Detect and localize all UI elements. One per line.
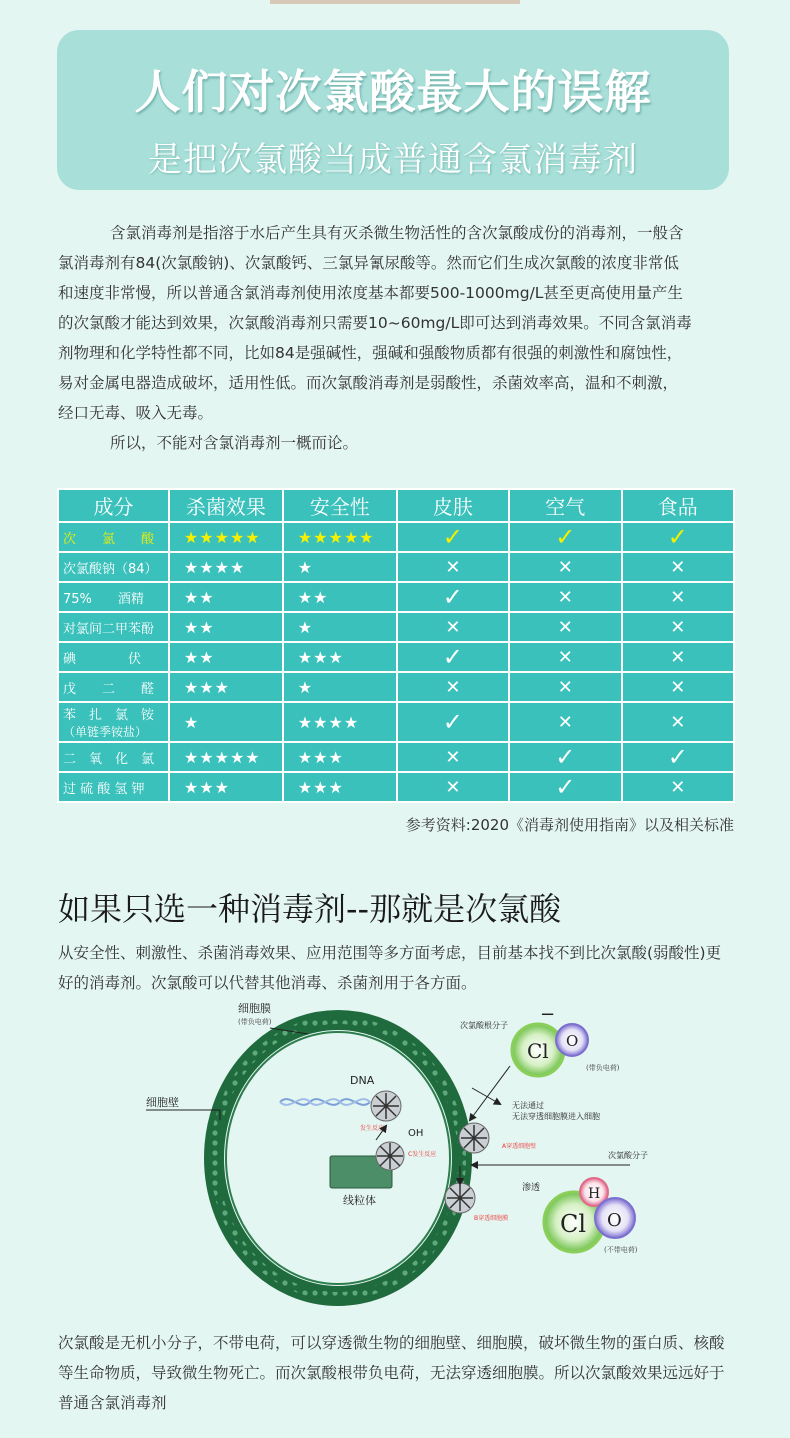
cross-icon: ✕ [445, 556, 461, 578]
a-label: A穿透细胞壁 [502, 1143, 537, 1150]
cell-air [509, 552, 621, 582]
comparison-table [57, 488, 735, 803]
intro-line: 经口无毒、吸入无毒。 [58, 404, 214, 422]
cross-icon: ✕ [670, 776, 686, 798]
cell-skin [397, 772, 509, 802]
intro-conclusion: 所以，不能对含氯消毒剂一概而论。 [110, 434, 359, 452]
cell-kill-stars: ★★★ [169, 772, 283, 802]
table-header-row [58, 489, 734, 522]
cross-icon: ✕ [557, 676, 573, 698]
closing-paragraph: 次氯酸是无机小分子，不带电荷，可以穿透微生物的细胞壁、细胞膜，破坏微生物的蛋白质、核酸等生命物质，导致微生物死亡。而次氯酸根带负电荷，无法穿透细胞膜。所以次氯酸效果远远好于普通含氯消毒剂 [58, 1334, 725, 1412]
cell-kill-stars: ★★ [169, 582, 283, 612]
mol-label: 次氯酸分子 [608, 1151, 648, 1160]
wall-label: 细胞壁 [146, 1096, 179, 1109]
check-icon: ✓ [667, 742, 688, 771]
burst-c-icon [376, 1142, 404, 1170]
top-image-edge [270, 0, 520, 4]
cell-skin [397, 552, 509, 582]
table-row [58, 612, 734, 642]
c-label: C发生反应 [408, 1151, 437, 1158]
cross-icon: ✕ [445, 746, 461, 768]
cell-food [622, 552, 734, 582]
cross-icon: ✕ [557, 711, 573, 733]
intro-line: 的次氯酸才能达到效果，次氯酸消毒剂只需要10~60mg/L即可达到消毒效果。不同含氯消毒 [58, 314, 692, 332]
cross-icon: ✕ [670, 586, 686, 608]
svg-text:H: H [588, 1186, 601, 1202]
cell-ingredient [58, 702, 169, 742]
cell-kill-stars: ★★ [169, 642, 283, 672]
cell-kill-stars: ★★ [169, 612, 283, 642]
cell-ingredient [58, 642, 169, 672]
table-row [58, 742, 734, 772]
cross-icon: ✕ [670, 711, 686, 733]
cell-air [509, 642, 621, 672]
intro-line: 剂物理和化学特性都不同，比如84是强碱性，强碱和强酸物质都有很强的刺激性和腐蚀性， [58, 344, 683, 362]
check-icon: ✓ [555, 742, 576, 771]
ingredient-name: 苯 扎 氯 铵 [63, 708, 155, 723]
cross-icon: ✕ [670, 676, 686, 698]
cell-safety-stars: ★★ [283, 582, 397, 612]
cell-air [509, 522, 621, 552]
permeate-label: 渗透 [522, 1183, 541, 1193]
title-banner [57, 30, 729, 190]
react-label: 发生反应 [360, 1125, 385, 1132]
cell-ingredient [58, 672, 169, 702]
ingredient-name: 75% 酒精 [63, 591, 144, 607]
intro-line: 易对金属电器造成破坏，适用性低。而次氯酸消毒剂是弱酸性，杀菌效率高，温和不刺激， [58, 374, 679, 392]
ingredient-subname: （单链季铵盐） [63, 725, 148, 739]
check-icon: ✓ [667, 522, 688, 551]
burst-a-icon [459, 1123, 489, 1153]
cell-safety-stars: ★ [283, 552, 397, 582]
blocked-line-2: 无法穿透细胞膜进入细胞 [512, 1112, 600, 1121]
check-icon: ✓ [442, 582, 463, 611]
ingredient-name: 次氯酸钠（84） [63, 561, 158, 577]
reaction-burst-icon [371, 1091, 401, 1121]
cross-icon: ✕ [557, 586, 573, 608]
cell-safety-stars: ★★★ [283, 772, 397, 802]
cross-icon: ✕ [557, 616, 573, 638]
section-text: 从安全性、刺激性、杀菌消毒效果、应用范围等多方面考虑，目前基本找不到比次氯酸(弱酸性)更好的消毒剂。次氯酸可以代替其他消毒、杀菌剂用于各方面。 [58, 944, 722, 992]
svg-text:Cl: Cl [560, 1210, 587, 1238]
cell-skin [397, 612, 509, 642]
cell-air [509, 742, 621, 772]
cell-ingredient [58, 772, 169, 802]
mito-label: 线粒体 [343, 1194, 376, 1207]
cell-safety-stars: ★ [283, 672, 397, 702]
cell-ingredient [58, 582, 169, 612]
cell-air [509, 672, 621, 702]
membrane-note: (带负电荷) [238, 1018, 272, 1026]
cell-food [622, 742, 734, 772]
table-row [58, 702, 734, 742]
dna-label: DNA [350, 1074, 375, 1087]
intro-line: 氯消毒剂有84(次氯酸钠)、次氯酸钙、三氯异氰尿酸等。然而它们生成次氯酸的浓度非常低 [58, 254, 679, 272]
cell-ingredient [58, 742, 169, 772]
cell-kill-stars: ★★★★★ [169, 742, 283, 772]
ingredient-name: 次 氯 酸 [63, 531, 155, 547]
cross-icon: ✕ [445, 616, 461, 638]
cross-icon: ✕ [445, 776, 461, 798]
mol-note: (不带电荷) [604, 1246, 638, 1254]
cell-air [509, 612, 621, 642]
b-label: B穿透细胞膜 [474, 1215, 509, 1222]
header-kill: 杀菌效果 [169, 489, 283, 522]
table-row [58, 522, 734, 552]
svg-text:Cl: Cl [527, 1039, 549, 1063]
check-icon: ✓ [442, 642, 463, 671]
ion-label: 次氯酸根分子 [460, 1021, 508, 1030]
cell-skin [397, 702, 509, 742]
cell-skin [397, 582, 509, 612]
cell-skin [397, 742, 509, 772]
cell-ingredient [58, 612, 169, 642]
cell-diagram [140, 998, 660, 1308]
cell-safety-stars: ★★★ [283, 742, 397, 772]
ingredient-name: 对氯间二甲苯酚 [63, 621, 155, 637]
section-heading: 如果只选一种消毒剂--那就是次氯酸 [58, 890, 562, 928]
cell-skin [397, 642, 509, 672]
reference-note: 参考资料:2020《消毒剂使用指南》以及相关标准 [405, 816, 734, 834]
ingredient-name: 戊 二 醛 [63, 681, 155, 697]
svg-text:O: O [566, 1032, 579, 1050]
table-row [58, 772, 734, 802]
table-row [58, 672, 734, 702]
cross-icon: ✕ [557, 556, 573, 578]
header-skin: 皮肤 [397, 489, 509, 522]
banner-title: 人们对次氯酸最大的误解 [134, 65, 652, 119]
cell-safety-stars: ★★★★★ [283, 522, 397, 552]
header-ingredient: 成分 [58, 489, 169, 522]
cell-safety-stars: ★ [283, 612, 397, 642]
ingredient-name: 过 硫 酸 氢 钾 [63, 781, 145, 797]
ion-minus: − [540, 1004, 556, 1025]
header-food: 食品 [622, 489, 734, 522]
check-icon: ✓ [442, 707, 463, 736]
check-icon: ✓ [555, 522, 576, 551]
intro-line: 含氯消毒剂是指溶于水后产生具有灭杀微生物活性的含次氯酸成份的消毒剂，一般含 [110, 224, 684, 242]
cell-ingredient [58, 522, 169, 552]
cell-safety-stars: ★★★★ [283, 702, 397, 742]
intro-paragraph [58, 218, 734, 458]
check-icon: ✓ [555, 772, 576, 801]
cell-food [622, 642, 734, 672]
cell-food [622, 772, 734, 802]
cell-food [622, 522, 734, 552]
table-row [58, 642, 734, 672]
cross-icon: ✕ [445, 676, 461, 698]
svg-text:O: O [607, 1210, 622, 1231]
header-air: 空气 [509, 489, 621, 522]
header-safety: 安全性 [283, 489, 397, 522]
oh-label: OH [408, 1128, 424, 1139]
table-row [58, 552, 734, 582]
cell-kill-stars: ★ [169, 702, 283, 742]
cell-air [509, 702, 621, 742]
cell-kill-stars: ★★★★ [169, 552, 283, 582]
check-icon: ✓ [442, 522, 463, 551]
cross-icon: ✕ [670, 556, 686, 578]
cell-air [509, 582, 621, 612]
membrane-label: 细胞膜 [238, 1002, 271, 1015]
cell-air [509, 772, 621, 802]
ingredient-name: 碘 伏 [63, 651, 142, 667]
cell-kill-stars: ★★★★★ [169, 522, 283, 552]
cell-safety-stars: ★★★ [283, 642, 397, 672]
cell-food [622, 672, 734, 702]
burst-b-icon [445, 1183, 475, 1213]
cell-food [622, 612, 734, 642]
cross-icon: ✕ [670, 616, 686, 638]
cell-food [622, 702, 734, 742]
cross-icon: ✕ [557, 646, 573, 668]
cell-ingredient [58, 552, 169, 582]
blocked-line-1: 无法通过 [512, 1101, 544, 1110]
ingredient-name: 二 氧 化 氯 [63, 751, 155, 767]
cell-skin [397, 672, 509, 702]
ion-note: (带负电荷) [586, 1064, 620, 1072]
table-row [58, 582, 734, 612]
intro-line: 和速度非常慢，所以普通含氯消毒剂使用浓度基本都要500-1000mg/L甚至更高使用量产生 [58, 284, 683, 302]
cell-skin [397, 522, 509, 552]
cell-kill-stars: ★★★ [169, 672, 283, 702]
cell-food [622, 582, 734, 612]
cross-icon: ✕ [670, 646, 686, 668]
banner-subtitle: 是把次氯酸当成普通含氯消毒剂 [148, 140, 638, 180]
